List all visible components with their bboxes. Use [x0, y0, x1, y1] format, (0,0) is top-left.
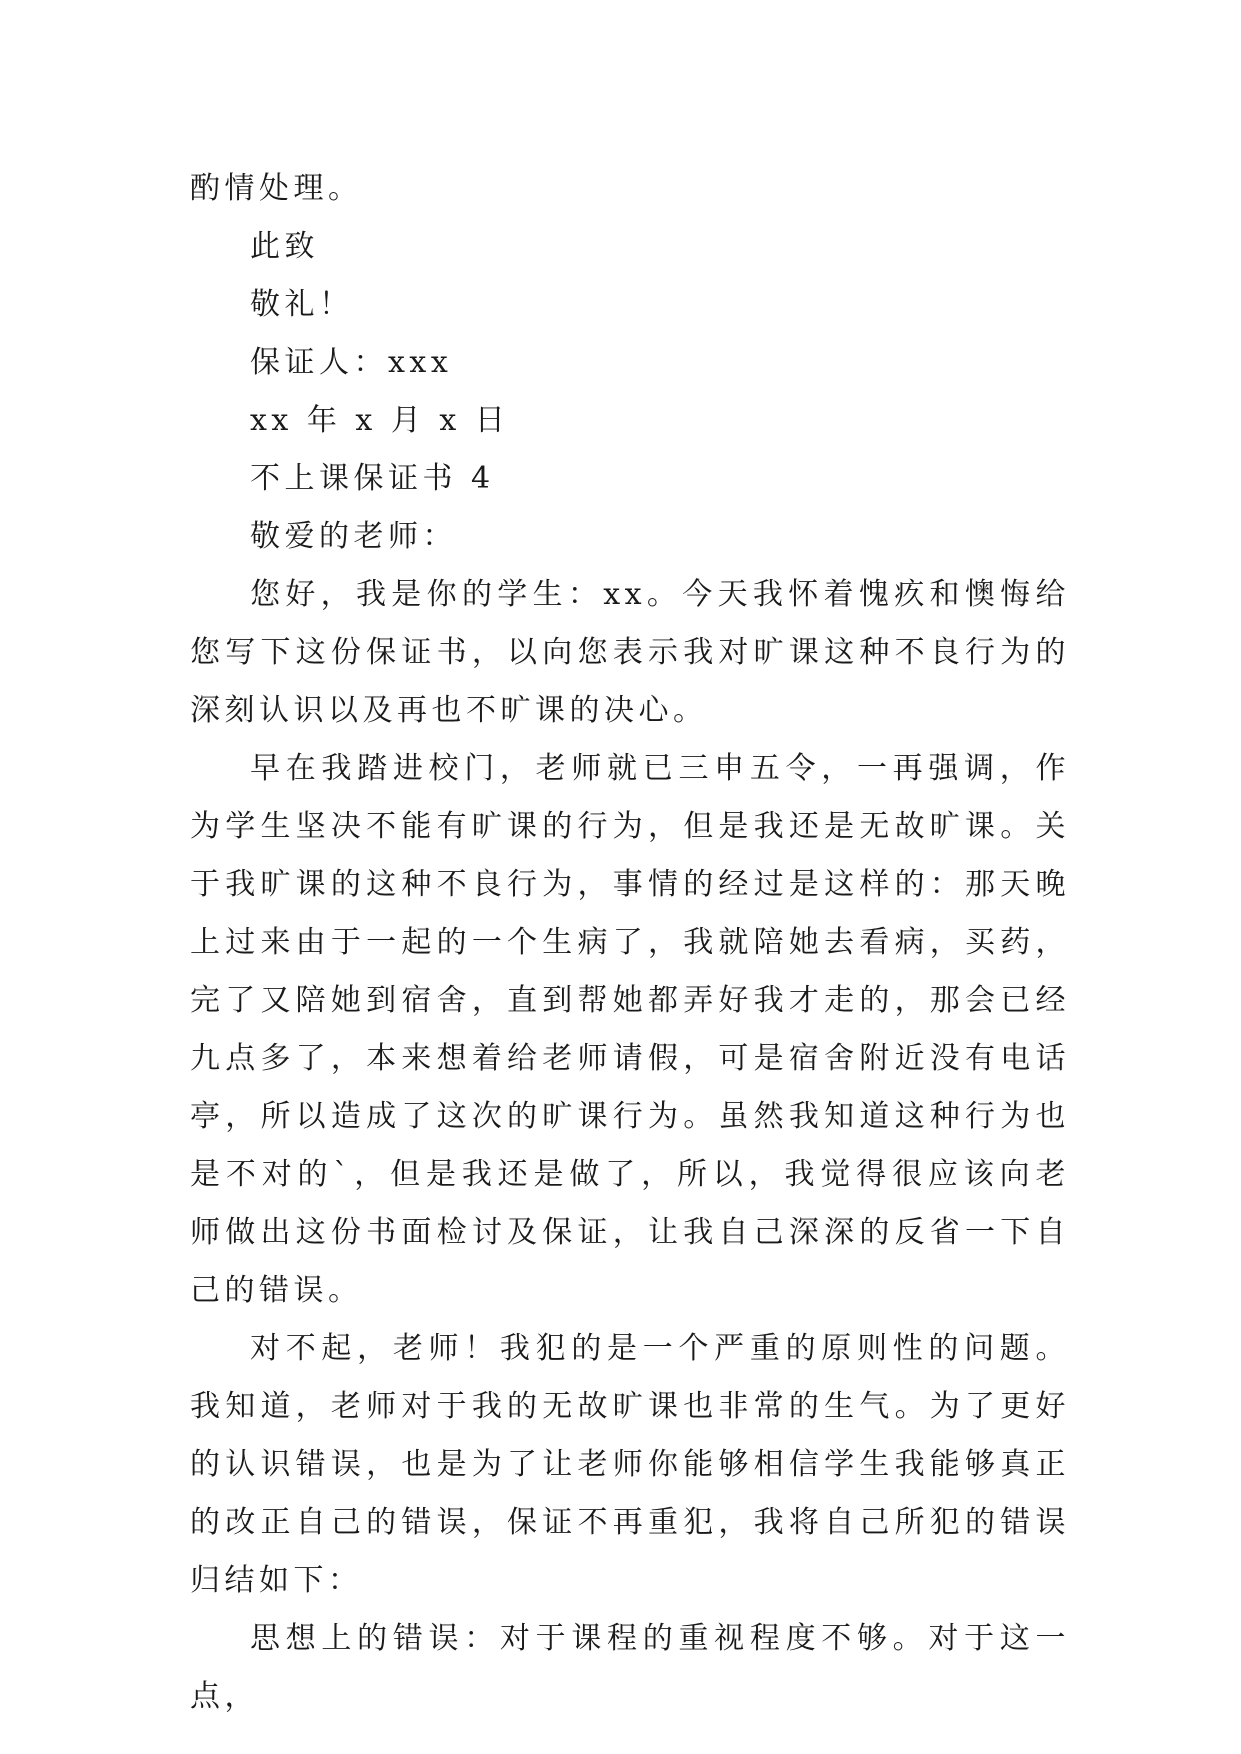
date-line: xx 年 x 月 x 日 — [250, 403, 510, 438]
section-title: 不上课保证书 4 — [250, 461, 495, 496]
salutation-line-1: 此致 — [250, 229, 319, 264]
salutation-line-2: 敬礼！ — [250, 287, 354, 322]
document-body — [190, 160, 1070, 1726]
paragraph: 思想上的错误：对于课程的重视程度不够。对于这一点， — [190, 1621, 1070, 1714]
paragraph: 您好，我是你的学生：xx。今天我怀着愧疚和懊悔给您写下这份保证书，以向您表示我对旷课这种不良行为的深刻认识以及再也不旷课的决心。 — [190, 577, 1070, 728]
closing-line: 酌情处理。 — [190, 171, 363, 206]
greeting-line: 敬爱的老师： — [250, 519, 457, 554]
paragraph: 对不起，老师！我犯的是一个严重的原则性的问题。我知道，老师对于我的无故旷课也非常的生气。为了更好的认识错误，也是为了让老师你能够相信学生我能够真正的改正自己的错误，保证不再重犯，我将自己所犯的错误归结如下： — [190, 1331, 1070, 1598]
paragraph: 早在我踏进校门，老师就已三申五令，一再强调，作为学生坚决不能有旷课的行为，但是我还是无故旷课。关于我旷课的这种不良行为，事情的经过是这样的：那天晚上过来由于一起的一个生病了，我就陪她去看病，买药，完了又陪她到宿舍，直到帮她都弄好我才走的，那会已经九点多了，本来想着给老师请假，可是宿舍附近没有电话亭，所以造成了这次的旷课行为。虽然我知道这种行为也是不对的`，但是我还是做了，所以，我觉得很应该向老师做出这份书面检讨及保证，让我自己深深的反省一下自己的错误。 — [190, 751, 1070, 1308]
guarantor-line: 保证人：xxx — [250, 345, 453, 380]
